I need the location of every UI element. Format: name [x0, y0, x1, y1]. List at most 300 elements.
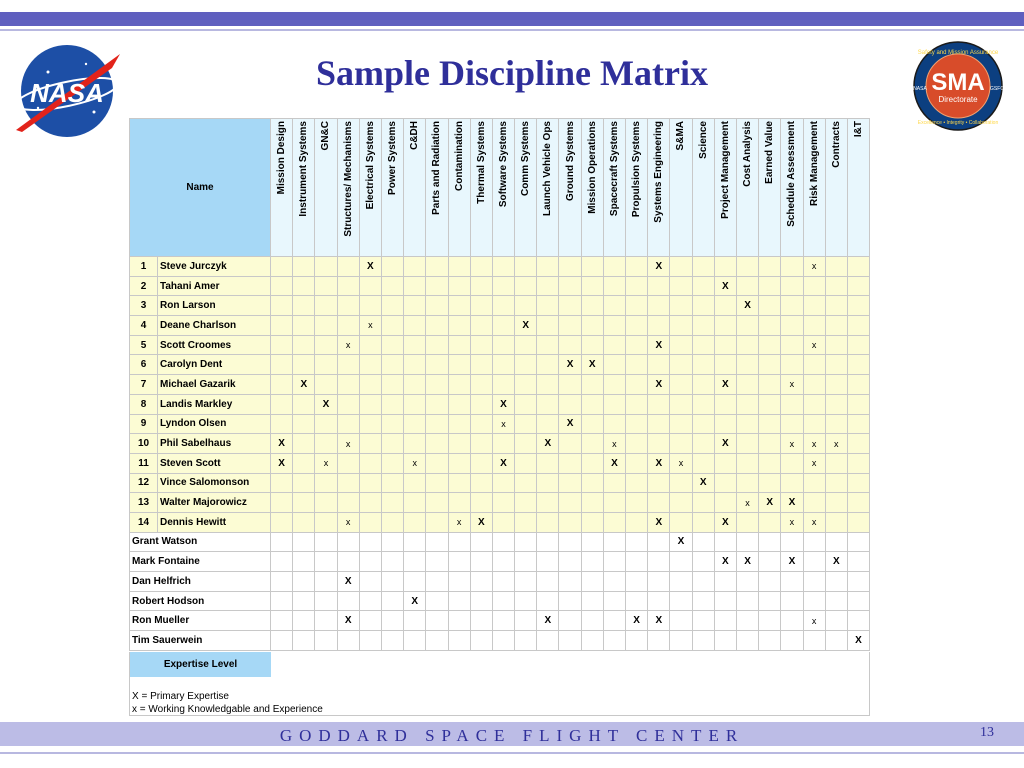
discipline-header	[359, 119, 381, 257]
matrix-cell	[337, 375, 359, 395]
matrix-cell	[670, 572, 692, 592]
matrix-cell	[803, 296, 825, 316]
matrix-cell	[736, 316, 758, 336]
matrix-cell: X	[714, 552, 736, 572]
matrix-cell	[559, 453, 581, 473]
matrix-cell	[515, 296, 537, 316]
matrix-cell	[426, 591, 448, 611]
matrix-cell	[515, 512, 537, 532]
matrix-cell	[271, 276, 293, 296]
matrix-cell	[359, 512, 381, 532]
matrix-cell	[448, 611, 470, 631]
matrix-cell	[736, 434, 758, 454]
discipline-header	[404, 119, 426, 257]
matrix-cell	[492, 355, 514, 375]
table-row	[130, 394, 870, 414]
row-name: Dennis Hewitt	[158, 512, 271, 532]
matrix-cell	[315, 257, 337, 277]
matrix-cell	[803, 414, 825, 434]
matrix-cell	[825, 276, 847, 296]
matrix-cell	[293, 611, 315, 631]
matrix-cell	[337, 453, 359, 473]
matrix-cell	[426, 375, 448, 395]
matrix-cell: x	[781, 434, 803, 454]
row-name: Tim Sauerwein	[130, 631, 271, 651]
matrix-cell	[825, 355, 847, 375]
matrix-cell	[692, 296, 714, 316]
matrix-cell	[404, 631, 426, 651]
row-name: Dan Helfrich	[130, 572, 271, 592]
table-row	[130, 512, 870, 532]
matrix-cell	[759, 355, 781, 375]
matrix-cell	[626, 493, 648, 513]
matrix-cell	[626, 355, 648, 375]
matrix-cell	[448, 532, 470, 552]
matrix-cell	[603, 375, 625, 395]
matrix-cell	[603, 493, 625, 513]
matrix-cell	[803, 552, 825, 572]
matrix-cell	[337, 316, 359, 336]
row-number: 3	[130, 296, 158, 316]
matrix-cell	[404, 611, 426, 631]
matrix-cell	[448, 276, 470, 296]
matrix-cell	[603, 611, 625, 631]
matrix-cell	[648, 276, 670, 296]
discipline-header	[603, 119, 625, 257]
matrix-cell	[271, 414, 293, 434]
matrix-cell	[581, 335, 603, 355]
matrix-cell: x	[603, 434, 625, 454]
matrix-cell	[847, 473, 869, 493]
row-name: Steve Jurczyk	[158, 257, 271, 277]
matrix-cell	[293, 335, 315, 355]
matrix-cell	[581, 434, 603, 454]
matrix-cell	[648, 493, 670, 513]
table-row	[130, 572, 870, 592]
matrix-cell	[714, 473, 736, 493]
matrix-cell	[581, 394, 603, 414]
matrix-cell	[670, 631, 692, 651]
matrix-cell	[670, 375, 692, 395]
row-number: 14	[130, 512, 158, 532]
matrix-cell: x	[670, 453, 692, 473]
matrix-cell	[315, 512, 337, 532]
discipline-header	[803, 119, 825, 257]
matrix-cell	[271, 512, 293, 532]
discipline-header	[626, 119, 648, 257]
matrix-cell	[670, 316, 692, 336]
matrix-cell	[448, 434, 470, 454]
matrix-cell	[603, 552, 625, 572]
matrix-cell	[714, 493, 736, 513]
matrix-cell: x	[803, 611, 825, 631]
matrix-cell	[359, 631, 381, 651]
discipline-header-label: Ground Systems	[564, 121, 576, 202]
matrix-cell: X	[670, 532, 692, 552]
matrix-cell	[492, 276, 514, 296]
matrix-cell	[515, 276, 537, 296]
table-row	[130, 631, 870, 651]
matrix-cell	[692, 493, 714, 513]
discipline-header-label: Mission Design	[276, 121, 288, 195]
matrix-cell: X	[759, 493, 781, 513]
discipline-header	[492, 119, 514, 257]
matrix-cell	[603, 631, 625, 651]
matrix-cell	[648, 414, 670, 434]
discipline-header-label: Propulsion Systems	[631, 121, 643, 218]
matrix-cell	[381, 296, 403, 316]
matrix-cell	[537, 276, 559, 296]
discipline-header-label: Earned Value	[764, 121, 776, 184]
matrix-cell	[803, 532, 825, 552]
matrix-cell	[670, 552, 692, 572]
matrix-cell	[781, 257, 803, 277]
discipline-header-label: Comm Systems	[520, 121, 532, 197]
matrix-cell	[359, 355, 381, 375]
matrix-cell	[803, 493, 825, 513]
matrix-cell	[648, 316, 670, 336]
matrix-cell	[825, 512, 847, 532]
matrix-cell: x	[803, 512, 825, 532]
table-row	[130, 493, 870, 513]
matrix-cell	[537, 631, 559, 651]
matrix-cell	[470, 552, 492, 572]
matrix-cell	[825, 335, 847, 355]
matrix-cell	[759, 335, 781, 355]
matrix-cell	[581, 375, 603, 395]
matrix-cell	[736, 355, 758, 375]
matrix-cell	[692, 316, 714, 336]
matrix-cell	[470, 532, 492, 552]
matrix-cell	[492, 375, 514, 395]
matrix-cell	[825, 453, 847, 473]
matrix-cell	[736, 631, 758, 651]
matrix-cell	[825, 296, 847, 316]
matrix-cell	[315, 276, 337, 296]
matrix-cell	[825, 611, 847, 631]
matrix-cell	[847, 453, 869, 473]
matrix-cell	[626, 316, 648, 336]
matrix-cell	[626, 453, 648, 473]
matrix-cell	[537, 453, 559, 473]
matrix-cell	[492, 335, 514, 355]
matrix-cell	[470, 434, 492, 454]
table-row	[130, 335, 870, 355]
discipline-header	[692, 119, 714, 257]
matrix-cell	[714, 394, 736, 414]
matrix-cell	[581, 257, 603, 277]
matrix-cell	[626, 434, 648, 454]
matrix-cell	[537, 335, 559, 355]
matrix-cell	[825, 394, 847, 414]
row-name: Grant Watson	[130, 532, 271, 552]
matrix-cell	[426, 434, 448, 454]
matrix-cell	[293, 296, 315, 316]
matrix-cell: X	[581, 355, 603, 375]
matrix-cell	[759, 296, 781, 316]
matrix-cell	[847, 591, 869, 611]
matrix-cell	[847, 512, 869, 532]
matrix-cell	[426, 394, 448, 414]
matrix-cell	[603, 394, 625, 414]
row-name: Vince Salomonson	[158, 473, 271, 493]
matrix-cell	[537, 572, 559, 592]
matrix-cell	[692, 591, 714, 611]
matrix-cell	[603, 316, 625, 336]
discipline-header	[759, 119, 781, 257]
sma-right-text: GSFC	[990, 86, 1004, 92]
matrix-cell	[581, 493, 603, 513]
matrix-cell	[515, 572, 537, 592]
matrix-cell	[736, 394, 758, 414]
matrix-cell	[515, 434, 537, 454]
matrix-cell	[359, 611, 381, 631]
matrix-cell	[337, 276, 359, 296]
matrix-cell	[515, 355, 537, 375]
matrix-cell	[359, 414, 381, 434]
matrix-cell	[670, 276, 692, 296]
matrix-cell	[448, 631, 470, 651]
matrix-cell	[736, 473, 758, 493]
matrix-cell	[515, 453, 537, 473]
matrix-cell: X	[271, 453, 293, 473]
matrix-cell	[714, 572, 736, 592]
matrix-cell	[315, 631, 337, 651]
matrix-cell	[581, 473, 603, 493]
matrix-cell	[359, 591, 381, 611]
discipline-header	[670, 119, 692, 257]
matrix-cell	[448, 355, 470, 375]
matrix-cell	[847, 394, 869, 414]
matrix-cell	[381, 473, 403, 493]
sma-logo	[904, 40, 1012, 132]
matrix-cell	[381, 375, 403, 395]
matrix-cell	[781, 394, 803, 414]
matrix-cell: X	[271, 434, 293, 454]
matrix-cell	[271, 591, 293, 611]
matrix-cell	[381, 631, 403, 651]
matrix-cell	[337, 257, 359, 277]
matrix-cell: X	[714, 512, 736, 532]
matrix-cell	[492, 532, 514, 552]
matrix-cell	[404, 434, 426, 454]
matrix-cell	[581, 316, 603, 336]
matrix-cell	[293, 493, 315, 513]
matrix-cell	[515, 473, 537, 493]
matrix-cell	[359, 493, 381, 513]
matrix-cell	[648, 572, 670, 592]
matrix-cell	[714, 611, 736, 631]
matrix-cell	[559, 296, 581, 316]
matrix-cell	[337, 532, 359, 552]
matrix-cell	[781, 591, 803, 611]
matrix-cell	[825, 493, 847, 513]
matrix-cell	[626, 257, 648, 277]
matrix-cell	[714, 316, 736, 336]
matrix-cell	[381, 611, 403, 631]
matrix-cell	[337, 473, 359, 493]
discipline-header-label: GN&C	[320, 121, 332, 151]
table-row	[130, 414, 870, 434]
matrix-cell	[736, 453, 758, 473]
matrix-cell	[714, 591, 736, 611]
row-name: Ron Larson	[158, 296, 271, 316]
matrix-cell: X	[736, 552, 758, 572]
row-name: Tahani Amer	[158, 276, 271, 296]
matrix-cell	[581, 453, 603, 473]
matrix-cell	[537, 316, 559, 336]
row-name: Phil Sabelhaus	[158, 434, 271, 454]
matrix-cell	[781, 532, 803, 552]
matrix-cell	[404, 276, 426, 296]
matrix-cell	[692, 453, 714, 473]
matrix-cell: X	[648, 257, 670, 277]
matrix-cell	[381, 572, 403, 592]
matrix-cell	[603, 414, 625, 434]
matrix-cell	[781, 355, 803, 375]
row-number: 6	[130, 355, 158, 375]
matrix-cell	[537, 257, 559, 277]
matrix-cell	[648, 296, 670, 316]
matrix-cell	[359, 276, 381, 296]
matrix-cell: x	[492, 414, 514, 434]
row-name: Michael Gazarik	[158, 375, 271, 395]
matrix-cell	[803, 572, 825, 592]
matrix-cell	[847, 316, 869, 336]
table-row	[130, 473, 870, 493]
matrix-cell	[626, 296, 648, 316]
matrix-cell	[315, 572, 337, 592]
matrix-cell	[359, 296, 381, 316]
row-number: 2	[130, 276, 158, 296]
matrix-cell	[847, 572, 869, 592]
matrix-cell	[404, 257, 426, 277]
matrix-cell	[648, 631, 670, 651]
matrix-cell	[847, 532, 869, 552]
matrix-cell	[559, 631, 581, 651]
discipline-header-label: Launch Vehicle Ops	[542, 121, 554, 217]
matrix-cell: x	[359, 316, 381, 336]
matrix-cell	[714, 631, 736, 651]
matrix-cell	[359, 572, 381, 592]
matrix-cell: x	[803, 257, 825, 277]
matrix-cell	[670, 394, 692, 414]
matrix-cell	[448, 316, 470, 336]
matrix-cell	[648, 552, 670, 572]
matrix-cell: X	[492, 453, 514, 473]
matrix-cell	[847, 335, 869, 355]
matrix-cell	[448, 335, 470, 355]
matrix-cell	[581, 414, 603, 434]
matrix-cell	[759, 532, 781, 552]
matrix-cell	[470, 355, 492, 375]
matrix-cell: X	[781, 552, 803, 572]
matrix-cell	[293, 532, 315, 552]
matrix-cell	[648, 473, 670, 493]
matrix-cell	[781, 473, 803, 493]
matrix-cell	[426, 296, 448, 316]
matrix-cell	[426, 552, 448, 572]
slide-title: Sample Discipline Matrix	[316, 53, 708, 93]
matrix-cell	[825, 414, 847, 434]
matrix-cell	[670, 335, 692, 355]
matrix-cell	[426, 611, 448, 631]
matrix-cell	[337, 631, 359, 651]
matrix-cell: X	[648, 453, 670, 473]
matrix-cell: x	[736, 493, 758, 513]
matrix-cell	[492, 552, 514, 572]
matrix-cell	[781, 631, 803, 651]
matrix-cell	[315, 434, 337, 454]
discipline-header	[648, 119, 670, 257]
matrix-cell	[759, 394, 781, 414]
matrix-cell	[337, 493, 359, 513]
matrix-cell	[515, 414, 537, 434]
discipline-header-label: Parts and Radiation	[431, 121, 443, 215]
matrix-cell	[515, 532, 537, 552]
matrix-cell	[271, 394, 293, 414]
row-number: 11	[130, 453, 158, 473]
matrix-cell	[626, 552, 648, 572]
matrix-cell	[537, 296, 559, 316]
matrix-cell	[337, 552, 359, 572]
matrix-cell	[537, 532, 559, 552]
matrix-cell	[426, 572, 448, 592]
matrix-cell	[603, 355, 625, 375]
discipline-matrix	[129, 118, 870, 651]
matrix-cell	[293, 453, 315, 473]
matrix-cell	[381, 276, 403, 296]
matrix-cell	[337, 591, 359, 611]
legend-working: x = Working Knowledgable and Experience	[132, 704, 323, 715]
matrix-cell	[470, 414, 492, 434]
matrix-cell	[448, 591, 470, 611]
matrix-cell	[426, 355, 448, 375]
matrix-cell	[736, 375, 758, 395]
matrix-cell	[426, 473, 448, 493]
matrix-cell	[404, 375, 426, 395]
matrix-cell: x	[803, 434, 825, 454]
matrix-cell	[470, 572, 492, 592]
row-name: Walter Majorowicz	[158, 493, 271, 513]
matrix-cell: X	[537, 611, 559, 631]
matrix-cell	[648, 591, 670, 611]
matrix-cell	[537, 552, 559, 572]
matrix-cell	[492, 572, 514, 592]
matrix-cell	[781, 296, 803, 316]
matrix-cell	[692, 572, 714, 592]
matrix-cell	[603, 257, 625, 277]
sma-logo-subtext: Directorate	[938, 95, 978, 104]
matrix-cell	[759, 473, 781, 493]
matrix-cell	[537, 375, 559, 395]
matrix-cell	[359, 394, 381, 414]
matrix-cell	[714, 296, 736, 316]
matrix-cell	[448, 453, 470, 473]
discipline-header	[847, 119, 869, 257]
matrix-cell	[337, 296, 359, 316]
matrix-cell	[581, 276, 603, 296]
matrix-cell: X	[692, 473, 714, 493]
matrix-cell	[825, 631, 847, 651]
matrix-cell	[337, 414, 359, 434]
matrix-cell	[537, 591, 559, 611]
matrix-cell	[315, 532, 337, 552]
matrix-cell	[759, 611, 781, 631]
matrix-cell	[537, 355, 559, 375]
matrix-cell	[759, 434, 781, 454]
matrix-cell	[781, 414, 803, 434]
